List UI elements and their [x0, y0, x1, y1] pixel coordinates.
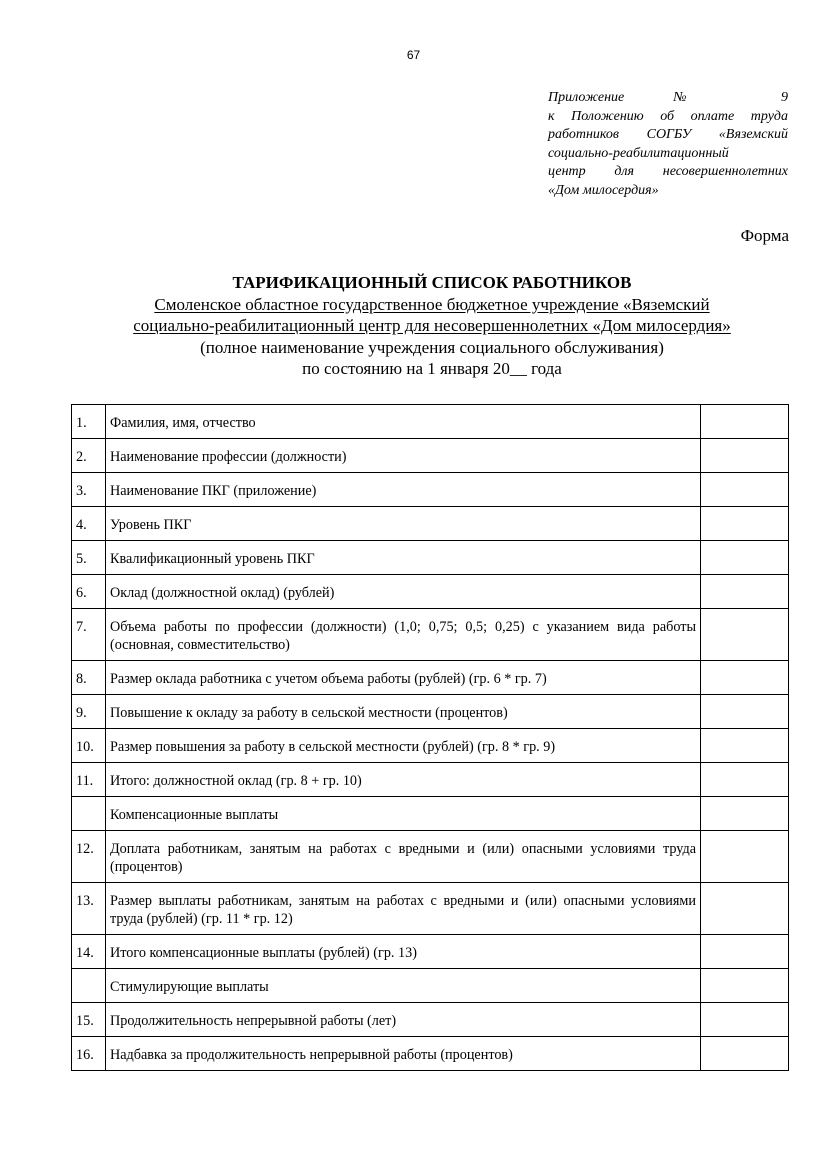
appendix-note — [548, 89, 788, 200]
row-value-cell[interactable] — [701, 473, 789, 507]
row-number: 14. — [72, 935, 106, 969]
row-value-cell[interactable] — [701, 1037, 789, 1071]
appendix-line: Приложение № 9 — [548, 90, 788, 105]
table-row — [72, 831, 789, 883]
row-number: 16. — [72, 1037, 106, 1071]
row-number — [72, 797, 106, 831]
row-label: Наименование ПКГ (приложение) — [106, 473, 701, 507]
organization-name-line-1: Смоленское областное государственное бюджетное учреждение «Вяземский — [154, 294, 710, 314]
row-value-cell[interactable] — [701, 1003, 789, 1037]
date-line: по состоянию на 1 января 20__ года — [302, 359, 562, 378]
row-number: 2. — [72, 439, 106, 473]
table-section-row — [72, 797, 789, 831]
row-label: Фамилия, имя, отчество — [106, 405, 701, 439]
row-label: Надбавка за продолжительность непрерывной работы (процентов) — [106, 1037, 701, 1071]
row-value-cell[interactable] — [701, 609, 789, 661]
row-number: 7. — [72, 609, 106, 661]
row-number: 13. — [72, 883, 106, 935]
page-number: 67 — [406, 48, 421, 62]
row-value-cell[interactable] — [701, 695, 789, 729]
appendix-line: «Дом милосердия» — [548, 182, 659, 198]
row-number: 1. — [72, 405, 106, 439]
table-row — [72, 575, 789, 609]
organization-name-line-2: социально-реабилитационный центр для несовершеннолетних «Дом милосердия» — [133, 316, 731, 335]
row-number: 9. — [72, 695, 106, 729]
row-label: Размер повышения за работу в сельской местности (рублей) (гр. 8 * гр. 9) — [106, 729, 701, 763]
table-row — [72, 507, 789, 541]
row-value-cell[interactable] — [701, 405, 789, 439]
appendix-line: работников СОГБУ «Вяземский — [548, 127, 788, 142]
table-row — [72, 763, 789, 797]
row-number: 5. — [72, 541, 106, 575]
document-header — [70, 272, 794, 380]
row-number: 3. — [72, 473, 106, 507]
table-row — [72, 1003, 789, 1037]
table-row — [72, 609, 789, 661]
table-row — [72, 729, 789, 763]
row-label: Продолжительность непрерывной работы (лет) — [106, 1003, 701, 1037]
row-value-cell[interactable] — [701, 763, 789, 797]
row-label: Размер выплаты работникам, занятым на работах с вредными и (или) опасными условиями труда (рублей) (гр. 11 * гр. 12) — [106, 883, 701, 935]
row-value-cell[interactable] — [701, 507, 789, 541]
row-value-cell[interactable] — [701, 729, 789, 763]
table-row — [72, 935, 789, 969]
table-row — [72, 661, 789, 695]
row-value-cell[interactable] — [701, 935, 789, 969]
row-number: 11. — [72, 763, 106, 797]
row-number — [72, 969, 106, 1003]
row-label: Объема работы по профессии (должности) (1,0; 0,75; 0,5; 0,25) с указанием вида работы (основная, совместительство) — [106, 609, 701, 661]
row-value-cell[interactable] — [701, 883, 789, 935]
table-row — [72, 695, 789, 729]
row-label: Повышение к окладу за работу в сельской местности (процентов) — [106, 695, 701, 729]
row-value-cell[interactable] — [701, 541, 789, 575]
table-row — [72, 1037, 789, 1071]
table-section-row — [72, 969, 789, 1003]
table-row — [72, 439, 789, 473]
row-value-cell[interactable] — [701, 439, 789, 473]
row-number: 8. — [72, 661, 106, 695]
section-label: Стимулирующие выплаты — [106, 969, 701, 1003]
table-row — [72, 541, 789, 575]
table-row — [72, 473, 789, 507]
table-row — [72, 405, 789, 439]
row-value-cell[interactable] — [701, 661, 789, 695]
section-label: Компенсационные выплаты — [106, 797, 701, 831]
tariff-table — [71, 404, 789, 1071]
appendix-line: центр для несовершеннолетних — [548, 164, 788, 179]
row-label: Наименование профессии (должности) — [106, 439, 701, 473]
row-label: Размер оклада работника с учетом объема работы (рублей) (гр. 6 * гр. 7) — [106, 661, 701, 695]
row-value-cell[interactable] — [701, 797, 789, 831]
row-number: 4. — [72, 507, 106, 541]
row-value-cell[interactable] — [701, 831, 789, 883]
table-row — [72, 883, 789, 935]
row-label: Оклад (должностной оклад) (рублей) — [106, 575, 701, 609]
form-label: Форма — [740, 226, 789, 245]
row-label: Итого компенсационные выплаты (рублей) (гр. 13) — [106, 935, 701, 969]
row-label: Доплата работникам, занятым на работах с вредными и (или) опасными условиями труда (процентов) — [106, 831, 701, 883]
row-number: 15. — [72, 1003, 106, 1037]
row-label: Уровень ПКГ — [106, 507, 701, 541]
row-value-cell[interactable] — [701, 575, 789, 609]
appendix-line: к Положению об оплате труда — [548, 108, 788, 124]
document-title: ТАРИФИКАЦИОННЫЙ СПИСОК РАБОТНИКОВ — [232, 273, 632, 292]
row-number: 10. — [72, 729, 106, 763]
row-value-cell[interactable] — [701, 969, 789, 1003]
organization-caption: (полное наименование учреждения социального обслуживания) — [200, 337, 664, 357]
appendix-line: социально-реабилитационный — [548, 145, 729, 161]
row-label: Итого: должностной оклад (гр. 8 + гр. 10) — [106, 763, 701, 797]
row-number: 6. — [72, 575, 106, 609]
row-label: Квалификационный уровень ПКГ — [106, 541, 701, 575]
row-number: 12. — [72, 831, 106, 883]
